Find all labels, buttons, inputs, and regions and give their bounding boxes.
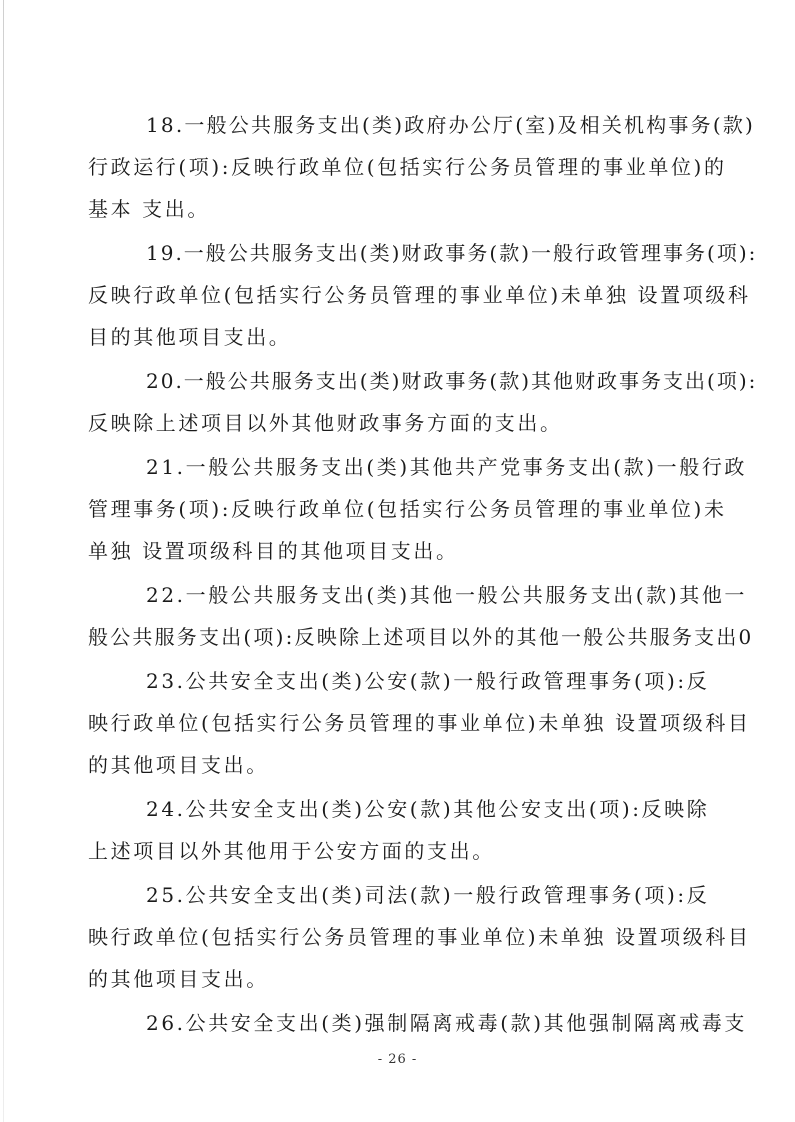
- paragraph-18-line-2: 行政运行(项):反映行政单位(包括实行公务员管理的事业单位)的: [88, 155, 727, 179]
- paragraph-19-line-1: 19.一般公共服务支出(类)财政事务(款)一般行政管理事务(项):: [146, 241, 758, 265]
- page-number: - 26 -: [377, 1052, 418, 1067]
- paragraph-20-line-2: 反映除上述项目以外其他财政事务方面的支出。: [88, 411, 563, 435]
- paragraph-25-line-3: 的其他项目支出。: [88, 967, 269, 991]
- paragraph-18-line-1: 18.一般公共服务支出(类)政府办公厅(室)及相关机构事务(款): [146, 113, 756, 137]
- paragraph-23-line-3: 的其他项目支出。: [88, 753, 269, 777]
- paragraph-20-line-1: 20.一般公共服务支出(类)财政事务(款)其他财政事务支出(项):: [146, 369, 758, 393]
- paragraph-22-line-1: 22.一般公共服务支出(类)其他一般公共服务支出(款)其他一: [146, 583, 748, 607]
- paragraph-21-line-2: 管理事务(项):反映行政单位(包括实行公务员管理的事业单位)未: [88, 497, 727, 521]
- paragraph-24-line-1: 24.公共安全支出(类)公安(款)其他公安支出(项):反映除: [146, 797, 710, 821]
- paragraph-22-line-2: 般公共服务支出(项):反映除上述项目以外的其他一般公共服务支出0: [88, 625, 754, 649]
- paragraph-19-line-2: 反映行政单位(包括实行公务员管理的事业单位)未单独 设置项级科: [88, 283, 751, 307]
- paragraph-25-line-2: 映行政单位(包括实行公务员管理的事业单位)未单独 设置项级科目: [88, 925, 751, 949]
- paragraph-18-line-3: 基本 支出。: [88, 197, 210, 221]
- paragraph-23-line-1: 23.公共安全支出(类)公安(款)一般行政管理事务(项):反: [146, 669, 710, 693]
- paragraph-26-line-1: 26.公共安全支出(类)强制隔离戒毒(款)其他强制隔离戒毒支: [146, 1011, 748, 1035]
- paragraph-19-line-3: 目的其他项目支出。: [88, 325, 292, 349]
- paragraph-21-line-3: 单独 设置项级科目的其他项目支出。: [88, 539, 459, 563]
- paragraph-21-line-1: 21.一般公共服务支出(类)其他共产党事务支出(款)一般行政: [146, 455, 748, 479]
- paragraph-23-line-2: 映行政单位(包括实行公务员管理的事业单位)未单独 设置项级科目: [88, 711, 751, 735]
- paragraph-25-line-1: 25.公共安全支出(类)司法(款)一般行政管理事务(项):反: [146, 883, 710, 907]
- scan-edge-line: [3, 0, 4, 1122]
- paragraph-24-line-2: 上述项目以外其他用于公安方面的支出。: [88, 839, 495, 863]
